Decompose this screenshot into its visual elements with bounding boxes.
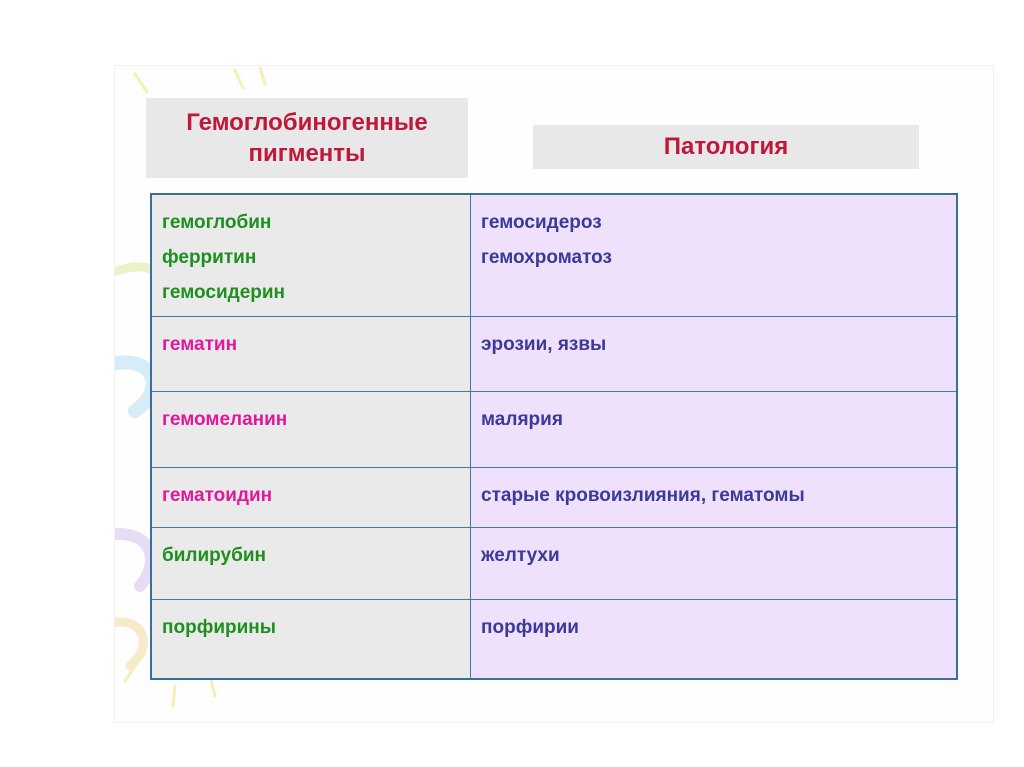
pigment-cell — [151, 468, 471, 528]
table-row — [151, 392, 957, 468]
header-pigments: Гемоглобиногенные пигменты — [146, 98, 468, 178]
pigment-name: гемомеланин — [162, 409, 288, 430]
table-row — [151, 600, 957, 679]
slide — [115, 66, 993, 722]
pigment-name: гемосидерин — [162, 282, 286, 303]
pigment-name: гематоидин — [162, 485, 273, 506]
pigment-cell — [151, 528, 471, 600]
pigment-name: билирубин — [162, 545, 266, 566]
pigment-pathology-table — [150, 193, 958, 680]
pathology-cell — [471, 317, 958, 392]
table-row — [151, 317, 957, 392]
pathology-name: желтухи — [481, 545, 560, 566]
header-pathology: Патология — [533, 125, 919, 169]
pathology-name: гемохроматоз — [481, 247, 612, 268]
pigment-name: ферритин — [162, 247, 257, 268]
pathology-cell — [471, 194, 958, 317]
pigment-name: гематин — [162, 334, 238, 355]
table-row — [151, 528, 957, 600]
table-row — [151, 194, 957, 317]
pathology-cell — [471, 528, 958, 600]
pathology-cell — [471, 600, 958, 679]
pigment-cell — [151, 392, 471, 468]
pathology-cell — [471, 468, 958, 528]
pathology-name: порфирии — [481, 617, 579, 638]
pigment-name: гемоглобин — [162, 212, 272, 233]
pathology-name: эрозии, язвы — [481, 334, 607, 355]
pathology-name: малярия — [481, 409, 563, 430]
table-row — [151, 468, 957, 528]
pathology-cell — [471, 392, 958, 468]
pigment-cell — [151, 194, 471, 317]
pathology-name: гемосидероз — [481, 212, 602, 233]
pigment-name: порфирины — [162, 617, 276, 638]
pigment-cell — [151, 317, 471, 392]
pathology-name: старые кровоизлияния, гематомы — [481, 485, 805, 506]
pigment-cell — [151, 600, 471, 679]
